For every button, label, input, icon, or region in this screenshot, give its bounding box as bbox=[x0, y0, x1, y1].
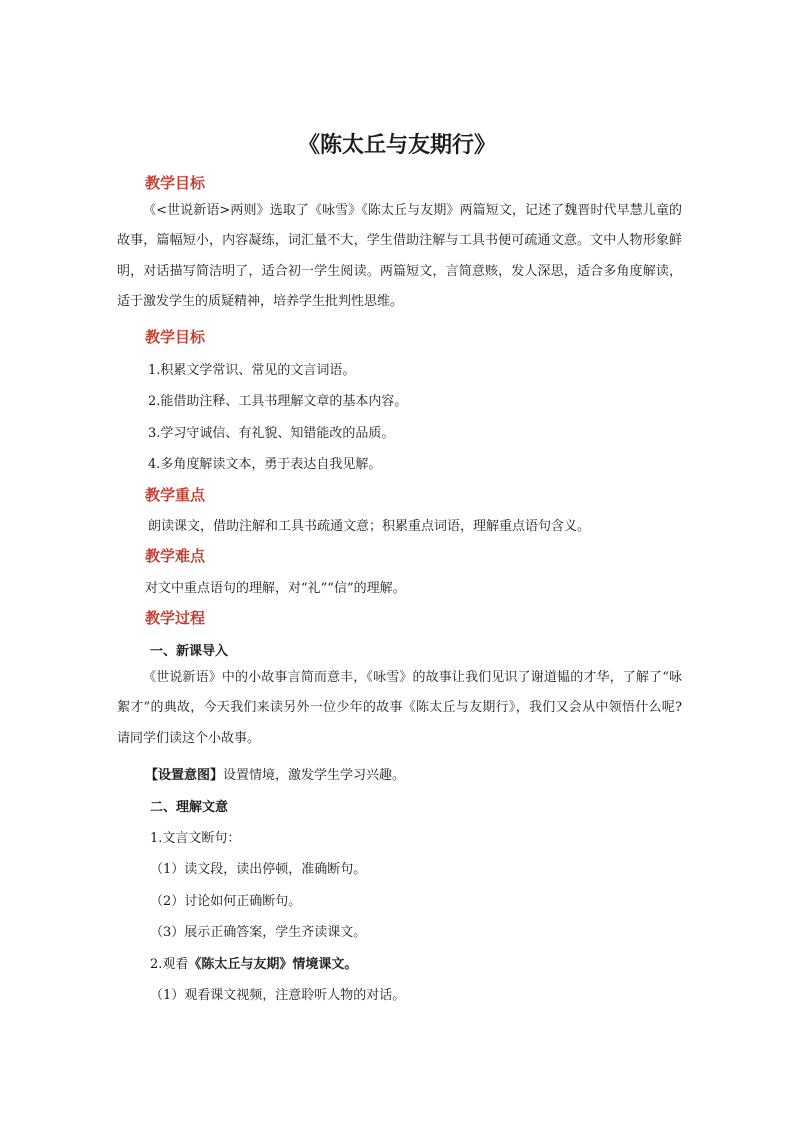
goal-item-2: 2.能借助注释、工具书理解文章的基本内容。 bbox=[148, 394, 408, 409]
process-part1-title: 一、新课导入 bbox=[150, 644, 229, 659]
intro-paragraph: 《<世说新语>两则》选取了《咏雪》《陈太丘与友期》两篇短文，记述了魏晋时代早慧儿童的故事，篇幅短小，内容凝练，词汇量不大，学生借助注解与工具书便可疏通文意。文中人物形象鲜明，对话描写简洁明了，适合初一学生阅读。两篇短文，言简意赅，发人深思，适合多角度解读，适于激发学生的质疑精神，培养学生批判性思维。 bbox=[117, 203, 682, 309]
section-heading-teaching-goals-2: 教学目标 bbox=[145, 328, 206, 346]
design-intent-text: 设置情境，激发学生学习兴趣。 bbox=[223, 768, 406, 783]
step1-heading: 1.文言文断句： bbox=[150, 831, 241, 846]
step2-prefix: 2.观看 bbox=[150, 957, 189, 972]
step1-item-2: （2）讨论如何正确断句。 bbox=[150, 894, 302, 909]
design-intent-line bbox=[145, 764, 405, 783]
section-heading-process: 教学过程 bbox=[145, 609, 206, 627]
section-heading-key-points: 教学重点 bbox=[145, 486, 206, 504]
step2-heading bbox=[150, 953, 357, 972]
key-points-text: 朗读课文，借助注解和工具书疏通文意；积累重点词语，理解重点语句含义。 bbox=[148, 519, 591, 534]
section-heading-difficulties: 教学难点 bbox=[145, 547, 206, 565]
process-part1-paragraph: 《世说新语》中的小故事言简而意丰，《咏雪》的故事让我们见识了谢道韫的才华，了解了“咏絮才”的典故，今天我们来读另外一位少年的故事《陈太丘与友期行》，我们又会从中领悟什么呢?请同学们读这个小故事。 bbox=[117, 670, 682, 746]
goal-item-1: 1.积累文学常识、常见的文言词语。 bbox=[148, 363, 356, 378]
process-part2-title: 二、理解文意 bbox=[150, 800, 229, 815]
step2-item-1: （1）观看课文视频，注意聆听人物的对话。 bbox=[150, 988, 406, 1003]
step2-bold-title: 《陈太丘与友期》情境课文。 bbox=[188, 957, 358, 972]
step1-item-3: （3）展示正确答案，学生齐读课文。 bbox=[150, 925, 367, 940]
section-heading-teaching-goals: 教学目标 bbox=[145, 174, 206, 192]
design-intent-label: 【设置意图】 bbox=[145, 768, 224, 783]
goal-item-3: 3.学习守诚信、有礼貌、知错能改的品质。 bbox=[148, 426, 395, 441]
difficulties-text: 对文中重点语句的理解，对“礼”“信”的理解。 bbox=[145, 581, 406, 596]
page-title: 《陈太丘与友期行》 bbox=[297, 132, 496, 158]
goal-item-4: 4.多角度解读文本，勇于表达自我见解。 bbox=[148, 457, 382, 472]
step1-item-1: （1）读文段，读出停顿，准确断句。 bbox=[150, 862, 367, 877]
